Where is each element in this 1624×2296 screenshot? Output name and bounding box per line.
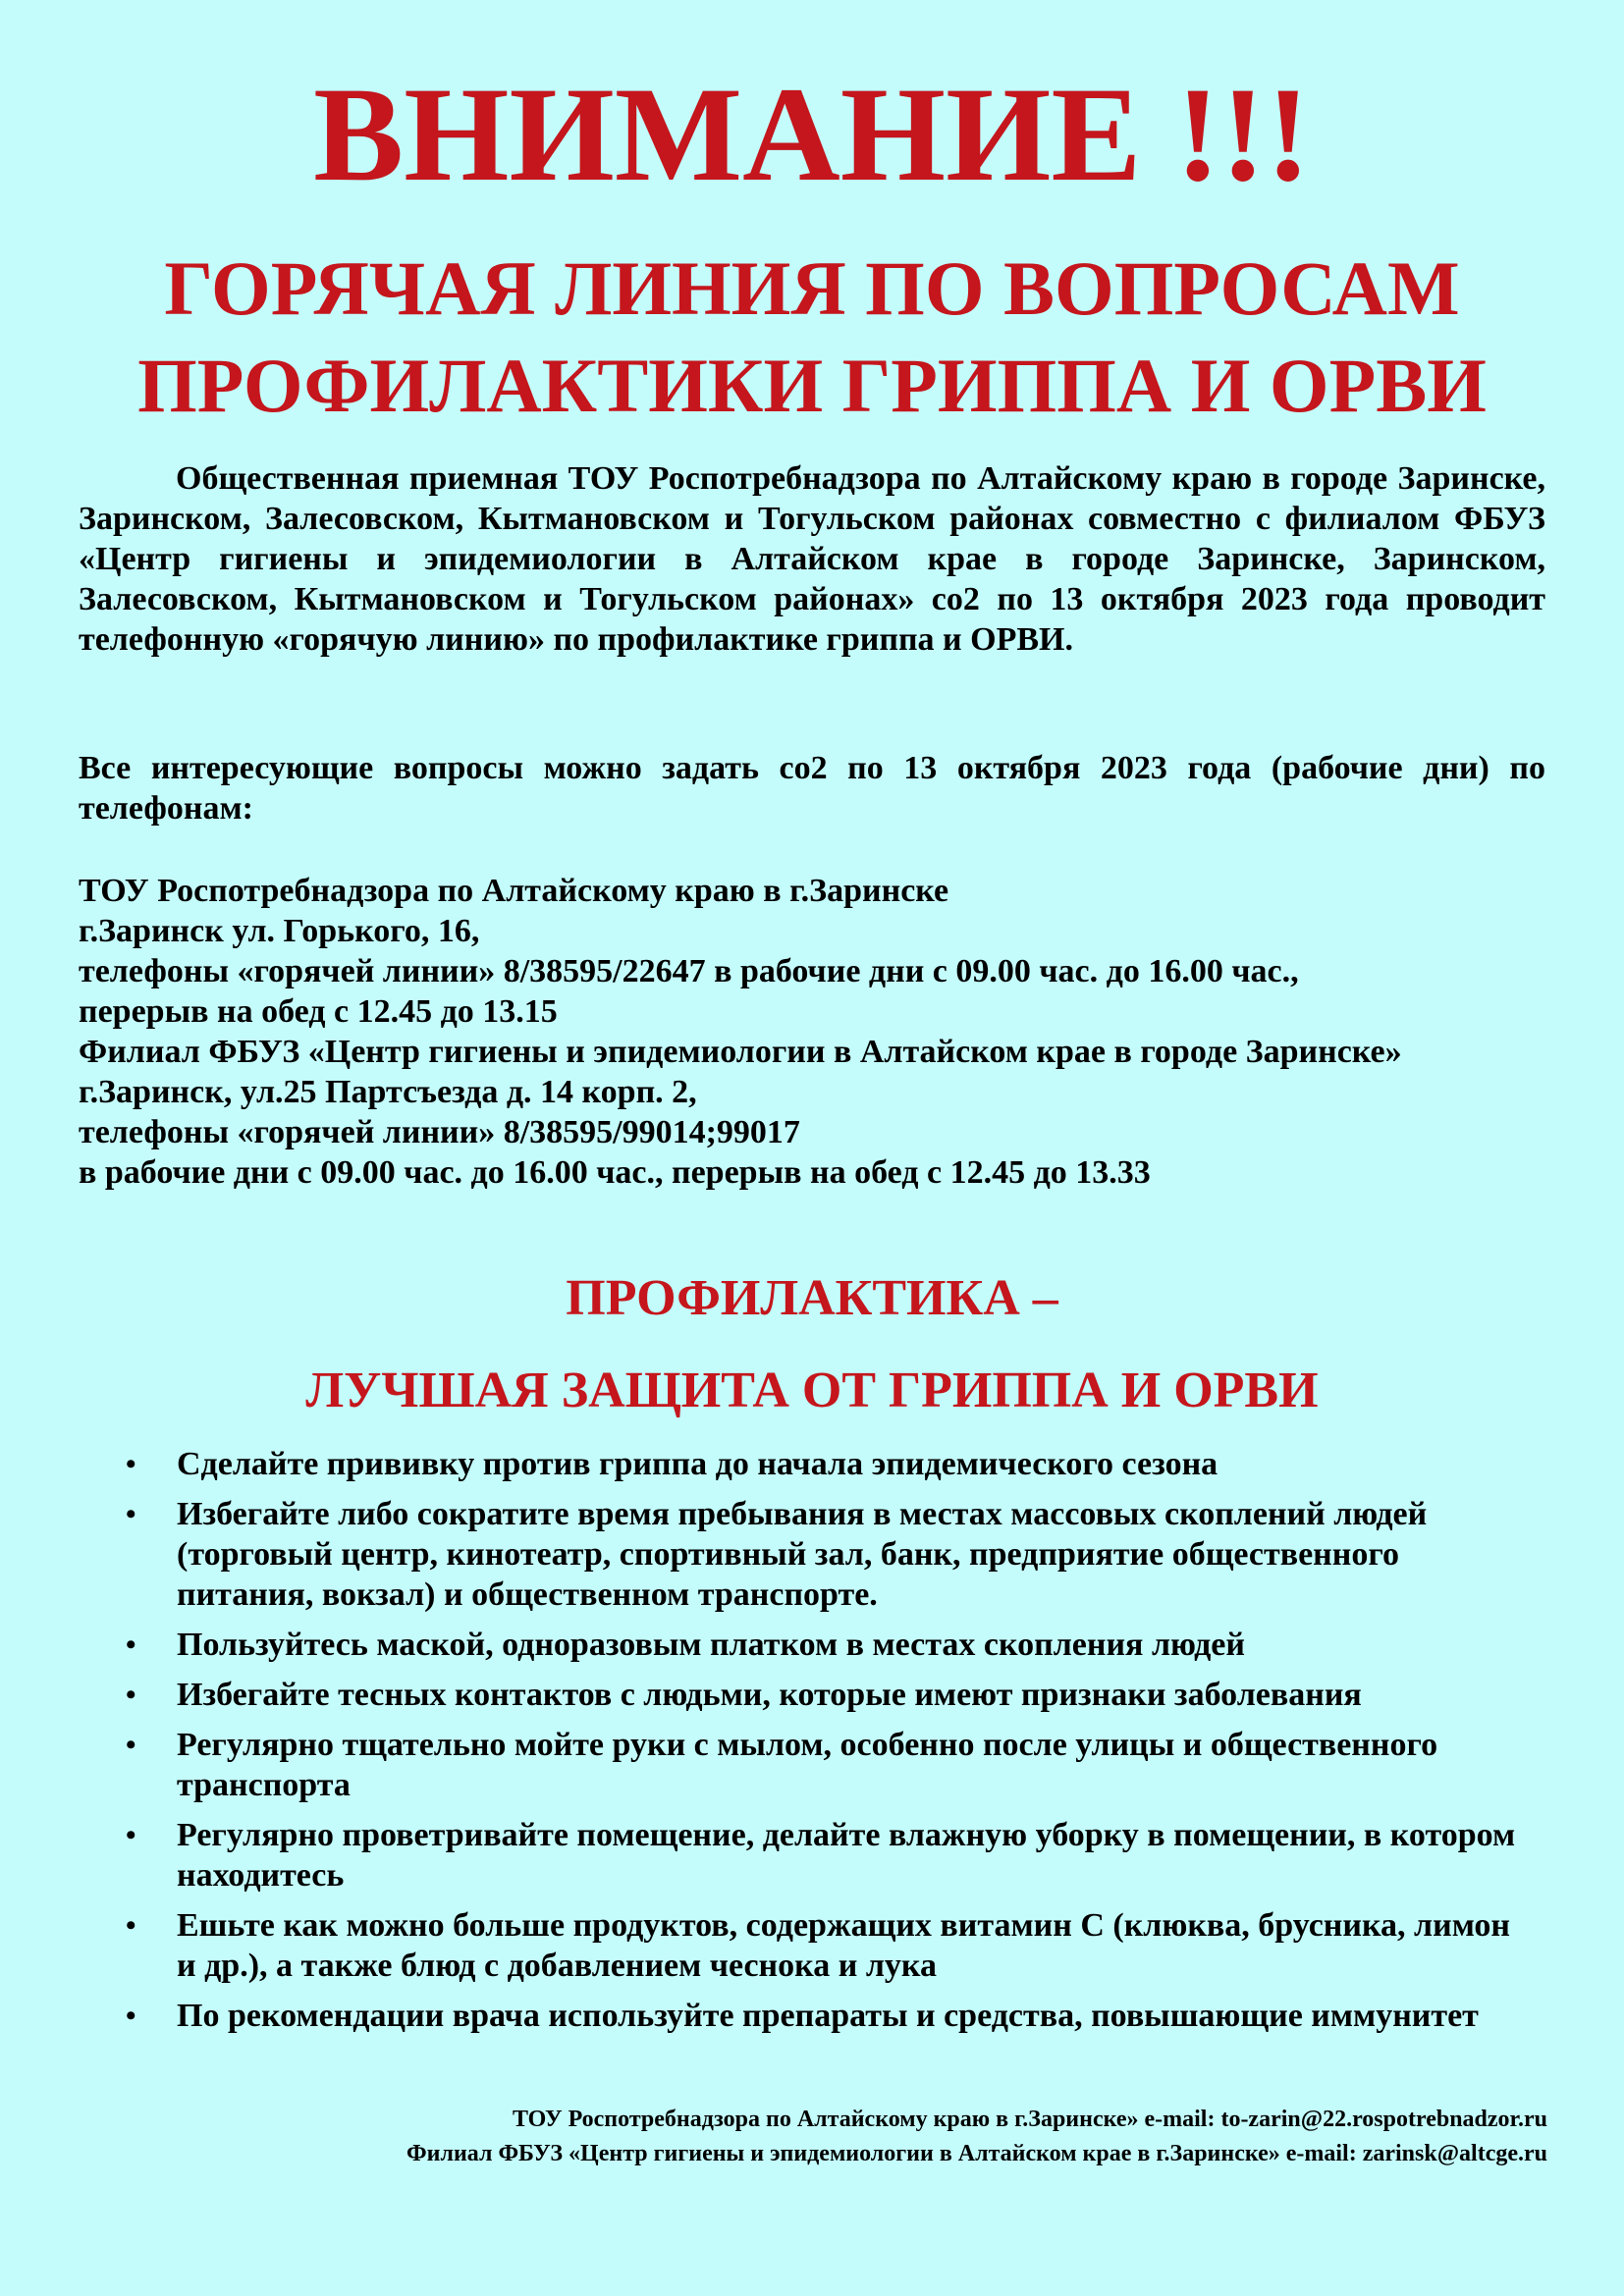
- title-line-1: ГОРЯЧАЯ ЛИНИЯ ПО ВОПРОСАМ: [164, 245, 1460, 331]
- tip-text: Регулярно тщательно мойте руки с мылом, особенно после улицы и общественного транспорта: [177, 1727, 1438, 1803]
- footer: [406, 2103, 1547, 2171]
- title-line-2: ПРОФИЛАКТИКИ ГРИППА И ОРВИ: [137, 343, 1487, 428]
- tou-phones: телефоны «горячей линии» 8/38595/22647 в рабочие дни с 09.00 час. до 16.00 час.,: [79, 953, 1299, 989]
- tip-text: Ешьте как можно больше продуктов, содержащих витамин С (клюква, брусника, лимон и др.), а также блюд с добавлением чеснока и лука: [177, 1907, 1511, 1984]
- prevention-heading-1: ПРОФИЛАКТИКА –: [566, 1270, 1058, 1326]
- tip-text: Избегайте тесных контактов с людьми, которые имеют признаки заболевания: [177, 1677, 1362, 1713]
- prevention-heading-2: ЛУЧШАЯ ЗАЩИТА ОТ ГРИППА И ОРВИ: [305, 1362, 1319, 1418]
- ask-paragraph: Все интересующие вопросы можно задать со2 по 13 октября 2023 года (рабочие дни) по телефонам:: [79, 750, 1545, 827]
- bullet-icon: •: [126, 1679, 136, 1711]
- attention-heading: ВНИМАНИЕ !!!: [313, 59, 1311, 209]
- tip-text: Регулярно проветривайте помещение, делайте влажную уборку в помещении, в котором находитесь: [177, 1817, 1516, 1894]
- bullet-icon: •: [126, 1819, 136, 1851]
- bullet-icon: •: [126, 1448, 136, 1480]
- bullet-icon: •: [126, 2000, 136, 2032]
- bullet-icon: •: [126, 1498, 136, 1530]
- list-item: [124, 1815, 1538, 1896]
- tip-text: Избегайте либо сократите время пребывания в местах массовых скоплений людей (торговый центр, кинотеатр, спортивный зал, банк, предприятие общественного питания, вокзал) и общественном транспорте.: [177, 1496, 1428, 1613]
- tip-text: Сделайте прививку против гриппа до начала эпидемического сезона: [177, 1446, 1218, 1482]
- list-item: [124, 1675, 1538, 1715]
- bullet-icon: •: [126, 1629, 136, 1661]
- fbuz-address: г.Заринск, ул.25 Партсъезда д. 14 корп. 2,: [79, 1074, 697, 1110]
- fbuz-name: Филиал ФБУЗ «Центр гигиены и эпидемиологии в Алтайском крае в городе Заринске»: [79, 1034, 1402, 1070]
- fbuz-hours: в рабочие дни с 09.00 час. до 16.00 час., перерыв на обед с 12.45 до 13.33: [79, 1154, 1151, 1191]
- list-item: [124, 1996, 1538, 2036]
- footer-line-2: Филиал ФБУЗ «Центр гигиены и эпидемиологии в Алтайском крае в г.Заринске» e-mail: zarinsk@altcge.ru: [406, 2141, 1547, 2166]
- contacts-block: [79, 871, 1545, 1193]
- footer-line-1: ТОУ Роспотребнадзора по Алтайскому краю в г.Заринске» e-mail: to-zarin@22.rospotrebnadzor.ru: [512, 2107, 1547, 2132]
- list-item: [124, 1625, 1538, 1665]
- list-item: [124, 1725, 1538, 1805]
- tou-name: ТОУ Роспотребнадзора по Алтайскому краю в г.Заринске: [79, 873, 949, 909]
- intro-paragraph: Общественная приемная ТОУ Роспотребнадзора по Алтайскому краю в городе Заринске, Заринском, Залесовском, Кытмановском и Тогульском районах совместно с филиалом ФБУЗ «Центр гигиены и эпидемиологии в Алтайском крае в городе Заринске, Заринском, Залесовском, Кытмановском и Тогульском районах» со2 по 13 октября 2023 года проводит телефонную «горячую линию» по профилактике гриппа и ОРВИ.: [79, 460, 1545, 658]
- list-item: [124, 1494, 1538, 1615]
- list-item: [124, 1444, 1538, 1484]
- tip-text: По рекомендации врача используйте препараты и средства, повышающие иммунитет: [177, 1998, 1479, 2034]
- tip-text: Пользуйтесь маской, одноразовым платком в местах скопления людей: [177, 1627, 1245, 1663]
- bullet-icon: •: [126, 1729, 136, 1761]
- tips-list: [124, 1444, 1538, 2046]
- tou-break: перерыв на обед с 12.45 до 13.15: [79, 993, 558, 1030]
- list-item: [124, 1905, 1538, 1986]
- tou-address: г.Заринск ул. Горького, 16,: [79, 913, 480, 949]
- fbuz-phones: телефоны «горячей линии» 8/38595/99014;99017: [79, 1114, 800, 1150]
- bullet-icon: •: [126, 1909, 136, 1942]
